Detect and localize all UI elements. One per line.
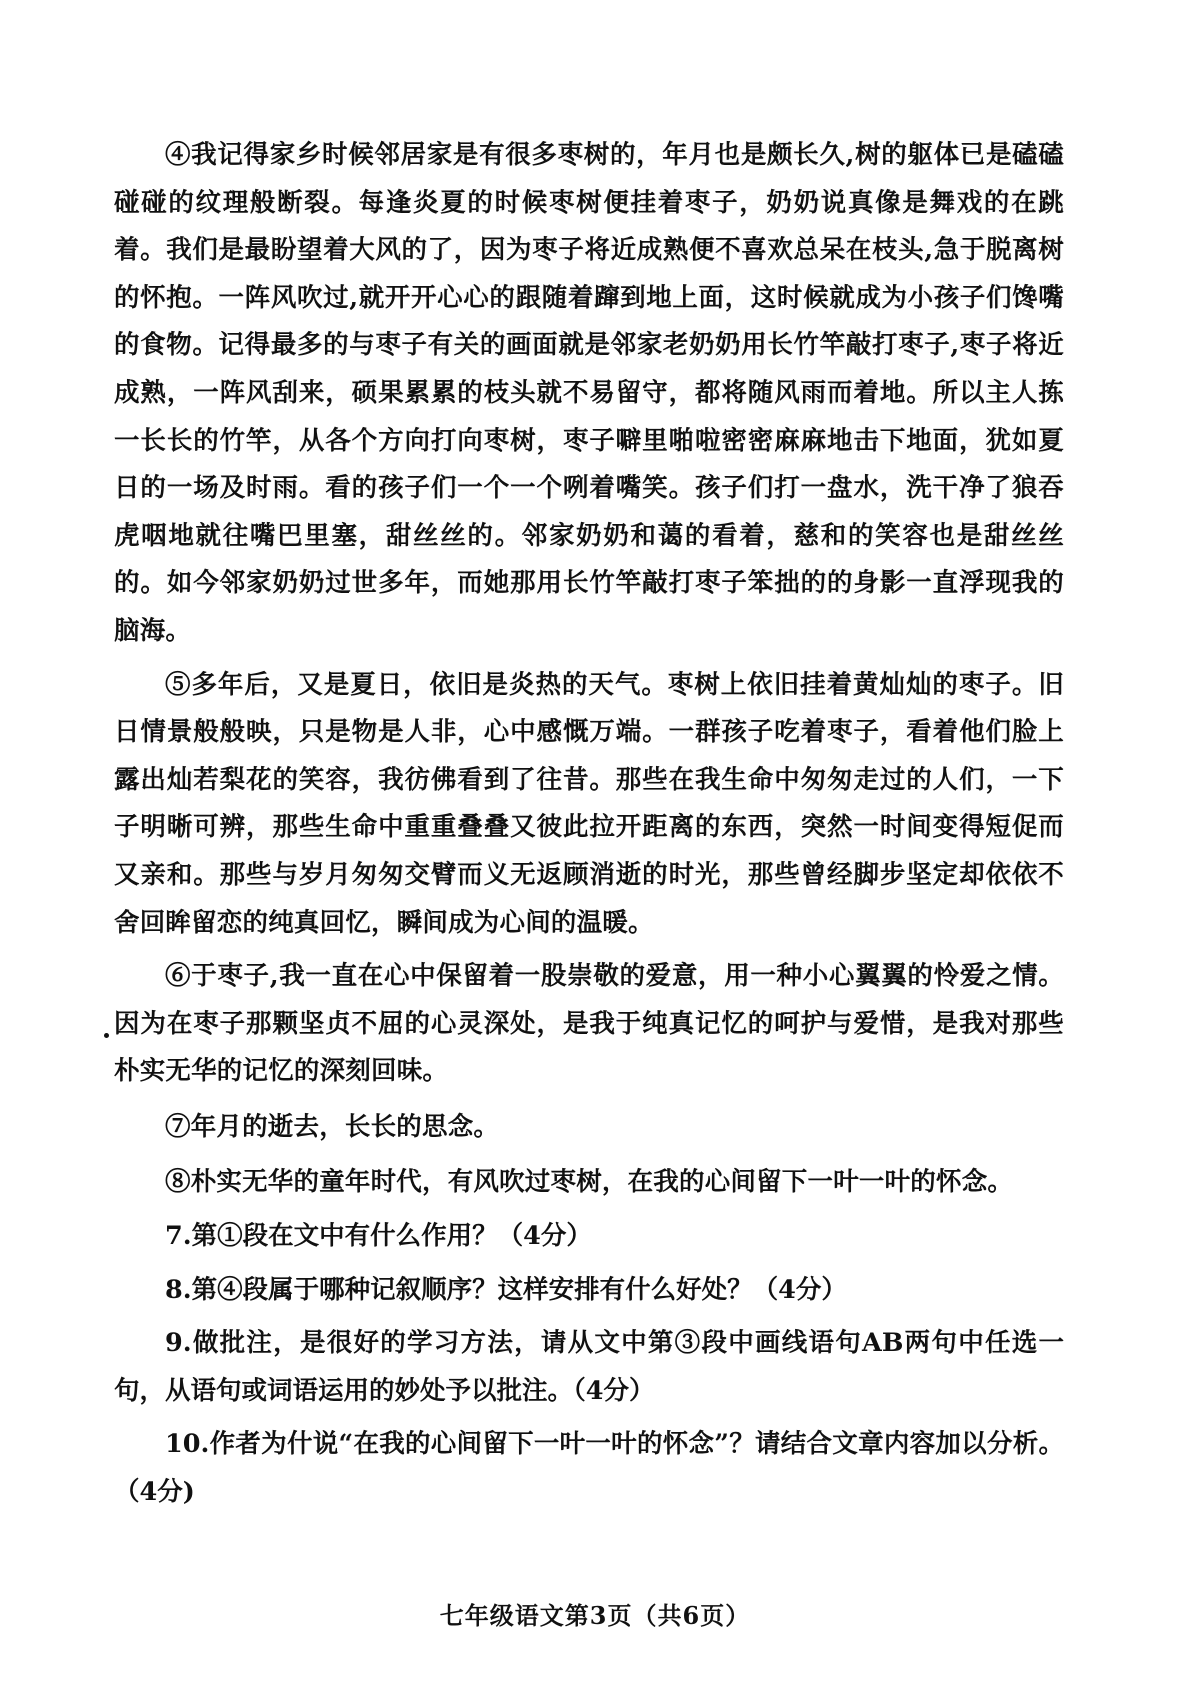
paragraph-8: ⑧朴实无华的童年时代，有风吹过枣树，在我的心间留下一叶一叶的怀念。 bbox=[165, 1167, 1014, 1198]
passage-body bbox=[114, 132, 1064, 1517]
question-8: 8.第④段属于哪种记叙顺序？这样安排有什么好处？（4分） bbox=[165, 1274, 847, 1305]
question-9: 9.做批注，是很好的学习方法，请从文中第③段中画线语句AB两句中任选一句，从语句或词语运用的妙处予以批注。（4分） bbox=[114, 1328, 1064, 1406]
paragraph-7: ⑦年月的逝去，长长的思念。 bbox=[165, 1111, 500, 1142]
paragraph-6: ⑥于枣子,我一直在心中保留着一股崇敬的爱意，用一种小心翼翼的怜爱之情。因为在枣子那颗坚贞不屈的心灵深处，是我于纯真记忆的呵护与爱惜，是我对那些朴实无华的记忆的深刻回味。 bbox=[114, 961, 1064, 1087]
question-7: 7.第①段在文中有什么作用？（4分） bbox=[165, 1221, 592, 1252]
paragraph-4: ④我记得家乡时候邻居家是有很多枣树的，年月也是颇长久,树的躯体已是磕磕碰碰的纹理般断裂。每逢炎夏的时候枣树便挂着枣子，奶奶说真像是舞戏的在跳着。我们是最盼望着大风的了，因为枣子将近成熟便不喜欢总呆在枝头,急于脱离树的怀抱。一阵风吹过,就开开心心的跟随着蹿到地上面，这时候就成为小孩子们馋嘴的食物。记得最多的与枣子有关的画面就是邻家老奶奶用长竹竿敲打枣子,枣子将近成熟，一阵风刮来，硕果累累的枝头就不易留守，都将随风雨而着地。所以主人拣一长长的竹竿，从各个方向打向枣树，枣子噼里啪啦密密麻麻地击下地面，犹如夏日的一场及时雨。看的孩子们一个一个咧着嘴笑。孩子们打一盘水，洗干净了狼吞虎咽地就往嘴巴里塞，甜丝丝的。邻家奶奶和蔼的看着，慈和的笑容也是甜丝丝的。如今邻家奶奶过世多年，而她那用长竹竿敲打枣子笨拙的的身影一直浮现我的脑海。 bbox=[114, 140, 1064, 646]
margin-dot-mark bbox=[104, 1033, 109, 1038]
paragraph-5: ⑤多年后，又是夏日，依旧是炎热的天气。枣树上依旧挂着黄灿灿的枣子。旧日情景般般映，只是物是人非，心中感慨万端。一群孩子吃着枣子，看着他们脸上露出灿若梨花的笑容，我彷佛看到了往昔。那些在我生命中匆匆走过的人们，一下子明晰可辨，那些生命中重重叠叠又彼此拉开距离的东西，突然一时间变得短促而又亲和。那些与岁月匆匆交臂而义无返顾消逝的时光，那些曾经脚步坚定却依依不舍回眸留恋的纯真回忆，瞬间成为心间的温暖。 bbox=[114, 669, 1064, 938]
question-10: 10.作者为什说“在我的心间留下一叶一叶的怀念”？请结合文章内容加以分析。（4分) bbox=[114, 1429, 1064, 1508]
page-footer: 七年级语文第3页（共6页） bbox=[439, 1601, 751, 1630]
